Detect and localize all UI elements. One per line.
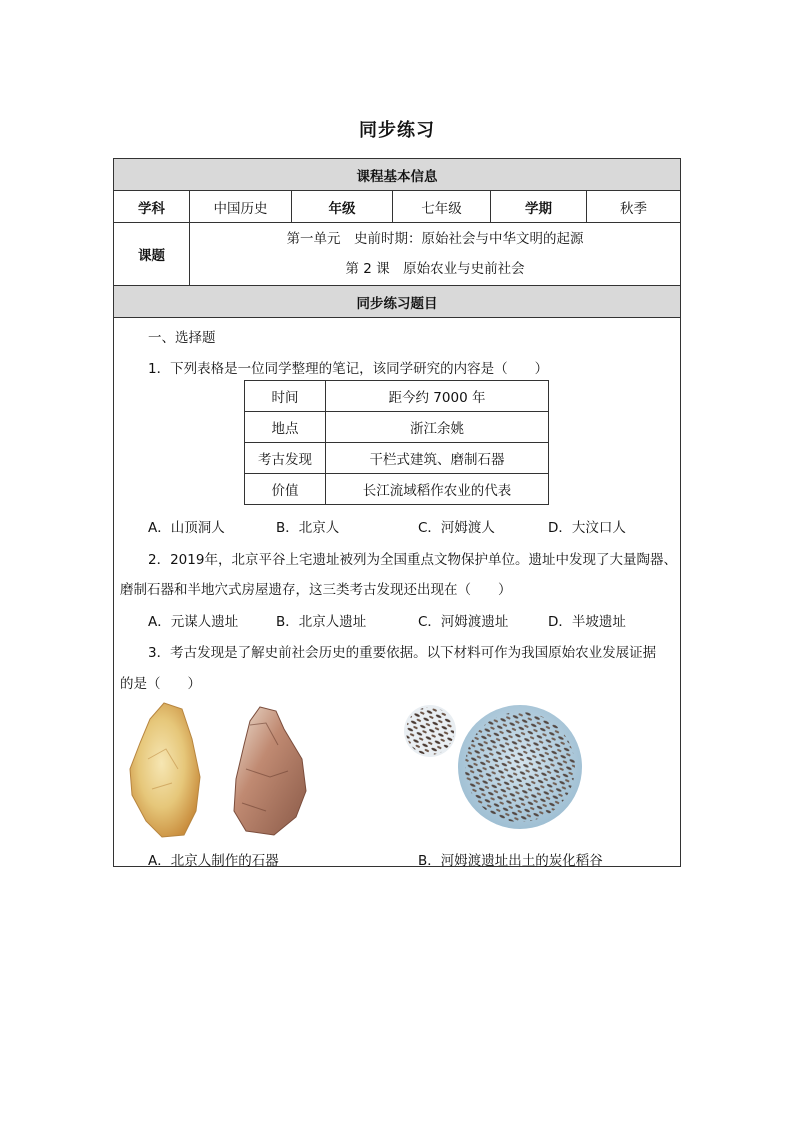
q3-option-b[interactable]: B．河姆渡遗址出土的炭化稻谷 [418,853,603,869]
subject-value: 中国历史 [189,191,291,222]
page-title: 同步练习 [359,120,435,141]
course-info-frame [113,158,681,867]
topic-label: 课题 [138,248,165,264]
exercise-header: 同步练习题目 [356,295,438,312]
term-label: 学期 [490,191,586,222]
table-row [245,443,549,474]
q2-option-c[interactable]: C．河姆渡遗址 [418,614,509,630]
table-row [245,474,549,505]
table-value: 距今约 7000 年 [326,381,549,412]
carbonized-rice-image [400,695,590,835]
subject-label: 学科 [138,200,165,217]
grade-label: 年级 [291,191,392,222]
q3-stem-line-2: 的是（ ） [120,676,201,692]
table-value: 浙江余姚 [326,412,549,443]
q1-option-a[interactable]: A．山顶洞人 [148,520,225,536]
q2-stem-line-1: 2．2019年，北京平谷上宅遗址被列为全国重点文物保护单位。遗址中发现了大量陶器、 [148,552,677,568]
topic-line-2: 第 2 课 原始农业与史前社会 [345,261,525,277]
info-row [114,191,680,223]
q3-option-a[interactable]: A．北京人制作的石器 [148,853,279,869]
q3-stem-line-1: 3．考古发现是了解史前社会历史的重要依据。以下材料可作为我国原始农业发展证据 [148,645,657,661]
table-value: 长江流域稻作农业的代表 [326,474,549,505]
exercise-header-row [114,286,680,318]
topic-row [114,223,680,286]
table-row [245,381,549,412]
table-value: 干栏式建筑、磨制石器 [326,443,549,474]
info-header-row [114,159,680,191]
q1-option-c[interactable]: C．河姆渡人 [418,520,495,536]
info-header: 课程基本信息 [356,168,438,185]
table-key: 价值 [245,474,326,505]
term-value: 秋季 [586,191,680,222]
q1-stem: 1．下列表格是一位同学整理的笔记，该同学研究的内容是（ ） [148,361,549,377]
q2-option-d[interactable]: D．半坡遗址 [548,614,626,630]
stone-tools-image [126,699,310,839]
topic-content [189,223,680,285]
q2-option-b[interactable]: B．北京人遗址 [276,614,367,630]
grade-value: 七年级 [392,191,490,222]
q1-option-d[interactable]: D．大汶口人 [548,520,626,536]
topic-line-1: 第一单元 史前时期：原始社会与中华文明的起源 [286,231,584,247]
table-row [245,412,549,443]
q1-notes-table [244,380,549,505]
table-key: 考古发现 [245,443,326,474]
q2-option-a[interactable]: A．元谋人遗址 [148,614,239,630]
table-key: 地点 [245,412,326,443]
q1-option-b[interactable]: B．北京人 [276,520,340,536]
section-title: 一、选择题 [148,330,216,346]
table-key: 时间 [245,381,326,412]
q2-stem-line-2: 磨制石器和半地穴式房屋遗存，这三类考古发现还出现在（ ） [120,582,512,598]
